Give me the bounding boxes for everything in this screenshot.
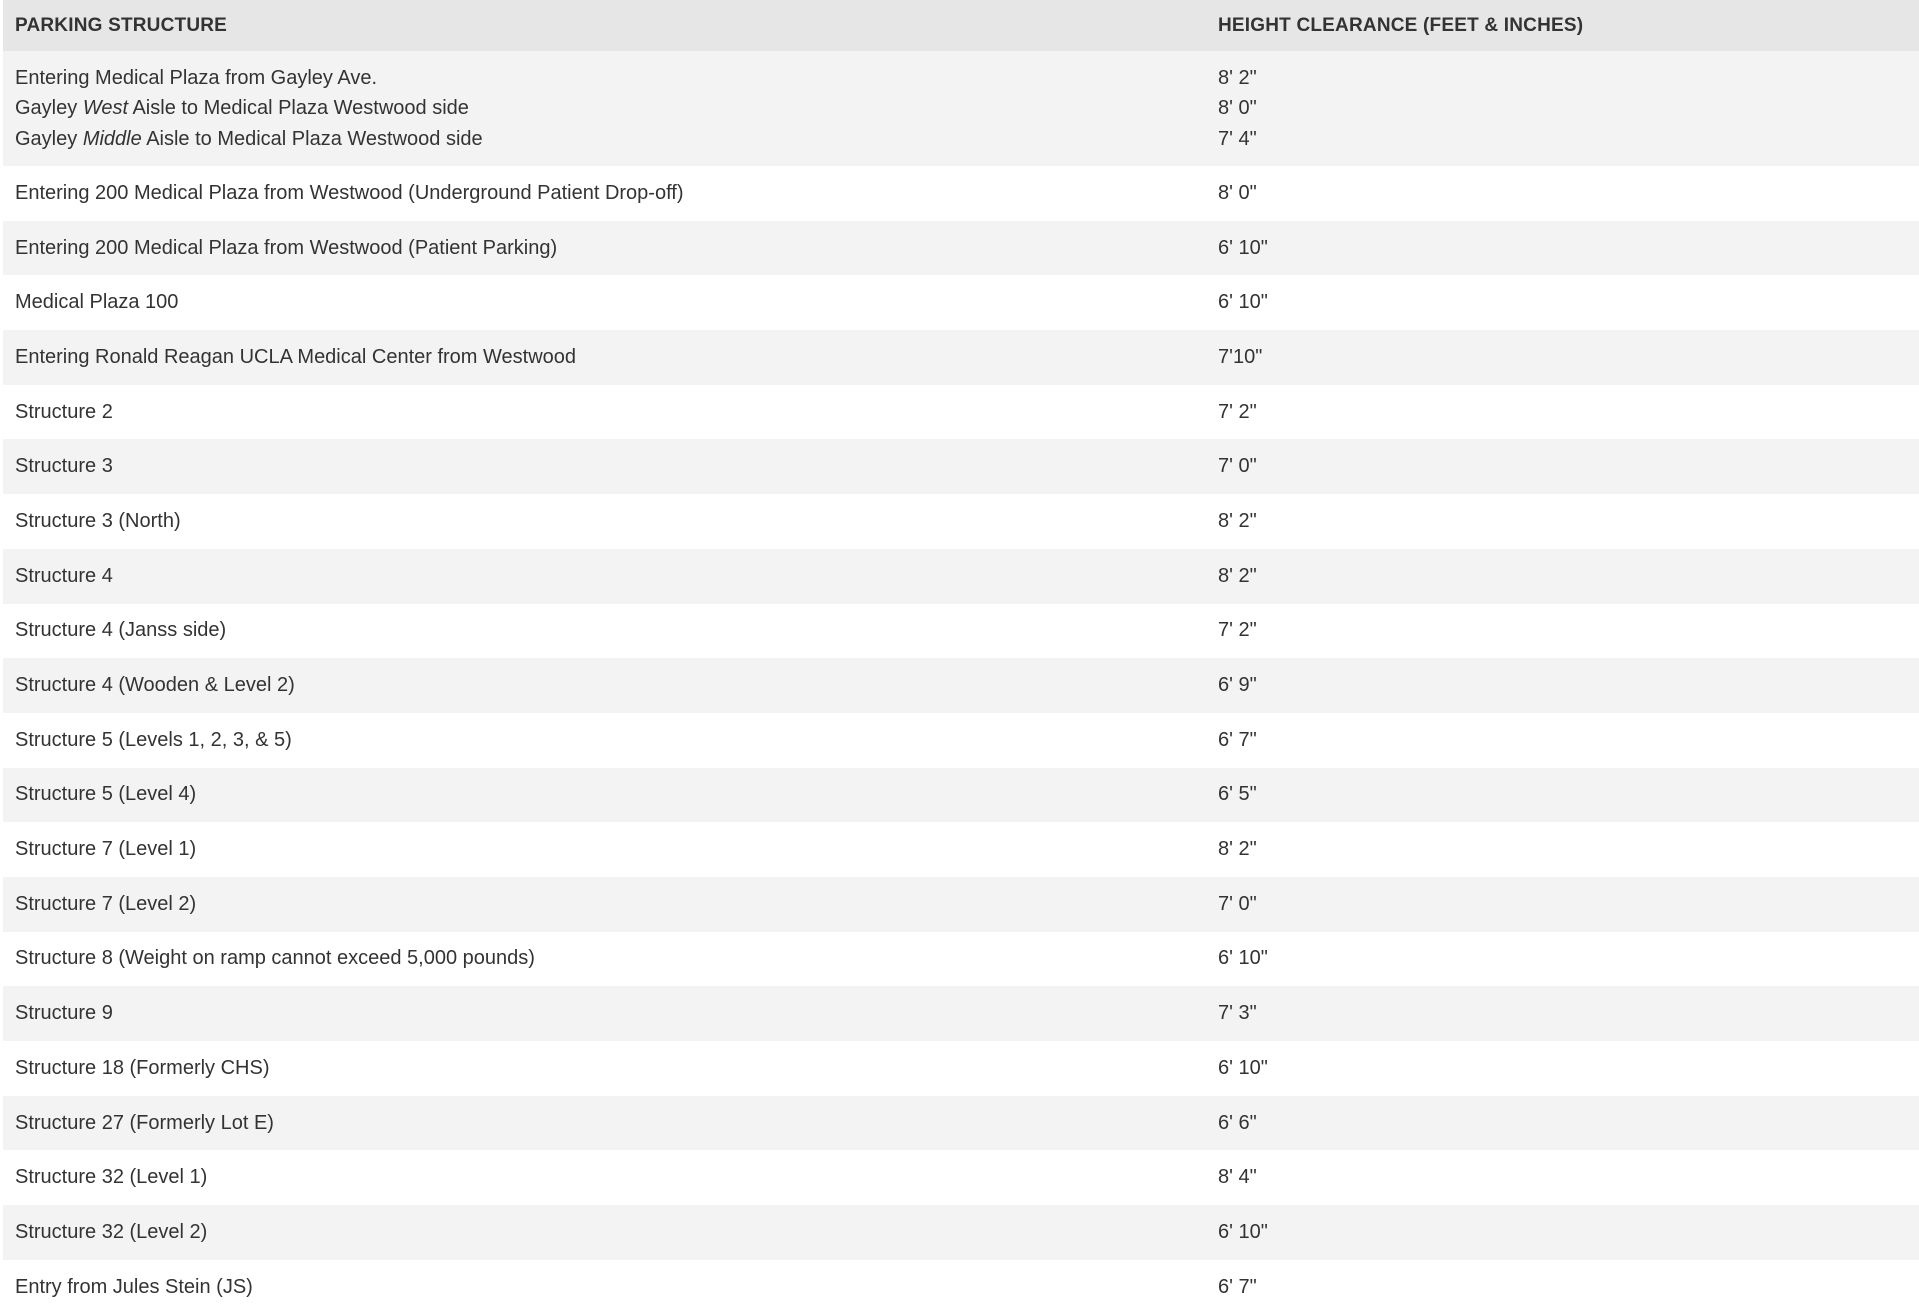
table-row xyxy=(3,1260,1919,1314)
table-row xyxy=(3,822,1919,877)
line-text-prefix: Gayley xyxy=(15,127,83,150)
clearance-table xyxy=(3,0,1919,1314)
table-row xyxy=(3,658,1919,713)
table-row xyxy=(3,932,1919,987)
table-row xyxy=(3,768,1919,823)
structure-name: Structure 32 (Level 2) xyxy=(15,1220,208,1243)
table-row xyxy=(3,275,1919,330)
height-value: 8' 0" xyxy=(1218,97,1257,120)
height-value: 8' 2" xyxy=(1218,838,1257,861)
table-row xyxy=(3,604,1919,659)
table-row xyxy=(3,1150,1919,1205)
structure-name: Structure 32 (Level 1) xyxy=(15,1166,208,1189)
table-row xyxy=(3,877,1919,932)
structure-name: Structure 2 xyxy=(15,400,113,423)
table-row-gayley xyxy=(3,51,1919,166)
table-row xyxy=(3,494,1919,549)
structure-name: Entering 200 Medical Plaza from Westwood (Underground Patient Drop-off) xyxy=(15,181,684,204)
height-value: 6' 10" xyxy=(1218,291,1268,314)
height-value: 7' 0" xyxy=(1218,892,1257,915)
height-value: 8' 2" xyxy=(1218,564,1257,587)
table-header-row xyxy=(3,0,1919,51)
height-value: 6' 5" xyxy=(1218,783,1257,806)
table-row xyxy=(3,986,1919,1041)
height-value: 7' 4" xyxy=(1218,127,1257,150)
structure-name: Structure 9 xyxy=(15,1002,113,1025)
height-value: 6' 10" xyxy=(1218,236,1268,259)
height-value: 6' 10" xyxy=(1218,947,1268,970)
line-text: Entering Medical Plaza from Gayley Ave. xyxy=(15,66,378,89)
height-value: 7'10" xyxy=(1218,345,1263,368)
structure-name: Structure 5 (Level 4) xyxy=(15,783,197,806)
height-value: 6' 10" xyxy=(1218,1056,1268,1079)
table-row xyxy=(3,713,1919,768)
table-row xyxy=(3,385,1919,440)
structure-name: Structure 5 (Levels 1, 2, 3, & 5) xyxy=(15,728,292,751)
table-row xyxy=(3,221,1919,276)
line-text-suffix: Aisle to Medical Plaza Westwood side xyxy=(141,127,483,150)
height-value: 6' 6" xyxy=(1218,1111,1257,1134)
header-height-clearance: HEIGHT CLEARANCE (FEET & INCHES) xyxy=(1218,14,1584,36)
height-value: 7' 2" xyxy=(1218,400,1257,423)
table-row xyxy=(3,439,1919,494)
height-value: 6' 7" xyxy=(1218,1275,1257,1298)
height-value: 6' 10" xyxy=(1218,1220,1268,1243)
line-text-prefix: Gayley xyxy=(15,97,83,120)
gayley-names-cell xyxy=(3,63,1218,155)
structure-name: Structure 3 xyxy=(15,455,113,478)
height-value: 8' 4" xyxy=(1218,1166,1257,1189)
table-row xyxy=(3,549,1919,604)
structure-name: Structure 7 (Level 1) xyxy=(15,838,197,861)
table-row xyxy=(3,1096,1919,1151)
table-row xyxy=(3,330,1919,385)
structure-name: Structure 4 xyxy=(15,564,113,587)
height-value: 8' 0" xyxy=(1218,181,1257,204)
line-text-italic: Middle xyxy=(82,127,142,150)
structure-name: Structure 27 (Formerly Lot E) xyxy=(15,1111,274,1134)
header-parking-structure: PARKING STRUCTURE xyxy=(15,14,228,36)
height-value: 6' 9" xyxy=(1218,674,1257,697)
structure-name: Structure 7 (Level 2) xyxy=(15,892,197,915)
line-text-italic: West xyxy=(82,97,129,120)
structure-name: Structure 3 (North) xyxy=(15,509,181,532)
height-value: 6' 7" xyxy=(1218,728,1257,751)
structure-name: Entering Ronald Reagan UCLA Medical Center from Westwood xyxy=(15,345,577,368)
table-row xyxy=(3,1041,1919,1096)
table-body xyxy=(3,166,1919,1314)
structure-name: Entry from Jules Stein (JS) xyxy=(15,1275,253,1298)
gayley-line-1 xyxy=(15,63,1218,94)
height-value: 7' 0" xyxy=(1218,455,1257,478)
structure-name: Structure 4 (Wooden & Level 2) xyxy=(15,674,295,697)
height-value: 7' 2" xyxy=(1218,619,1257,642)
gayley-heights-cell xyxy=(1218,63,1919,155)
gayley-line-2 xyxy=(15,93,1218,124)
line-text-suffix: Aisle to Medical Plaza Westwood side xyxy=(128,97,469,120)
structure-name: Structure 18 (Formerly CHS) xyxy=(15,1056,270,1079)
height-value: 7' 3" xyxy=(1218,1002,1257,1025)
table-row xyxy=(3,1205,1919,1260)
structure-name: Medical Plaza 100 xyxy=(15,291,179,314)
height-value: 8' 2" xyxy=(1218,66,1257,89)
structure-name: Structure 4 (Janss side) xyxy=(15,619,227,642)
structure-name: Structure 8 (Weight on ramp cannot exceed 5,000 pounds) xyxy=(15,947,535,970)
table-row xyxy=(3,166,1919,221)
height-value: 8' 2" xyxy=(1218,509,1257,532)
gayley-line-3 xyxy=(15,124,1218,155)
structure-name: Entering 200 Medical Plaza from Westwood (Patient Parking) xyxy=(15,236,558,259)
